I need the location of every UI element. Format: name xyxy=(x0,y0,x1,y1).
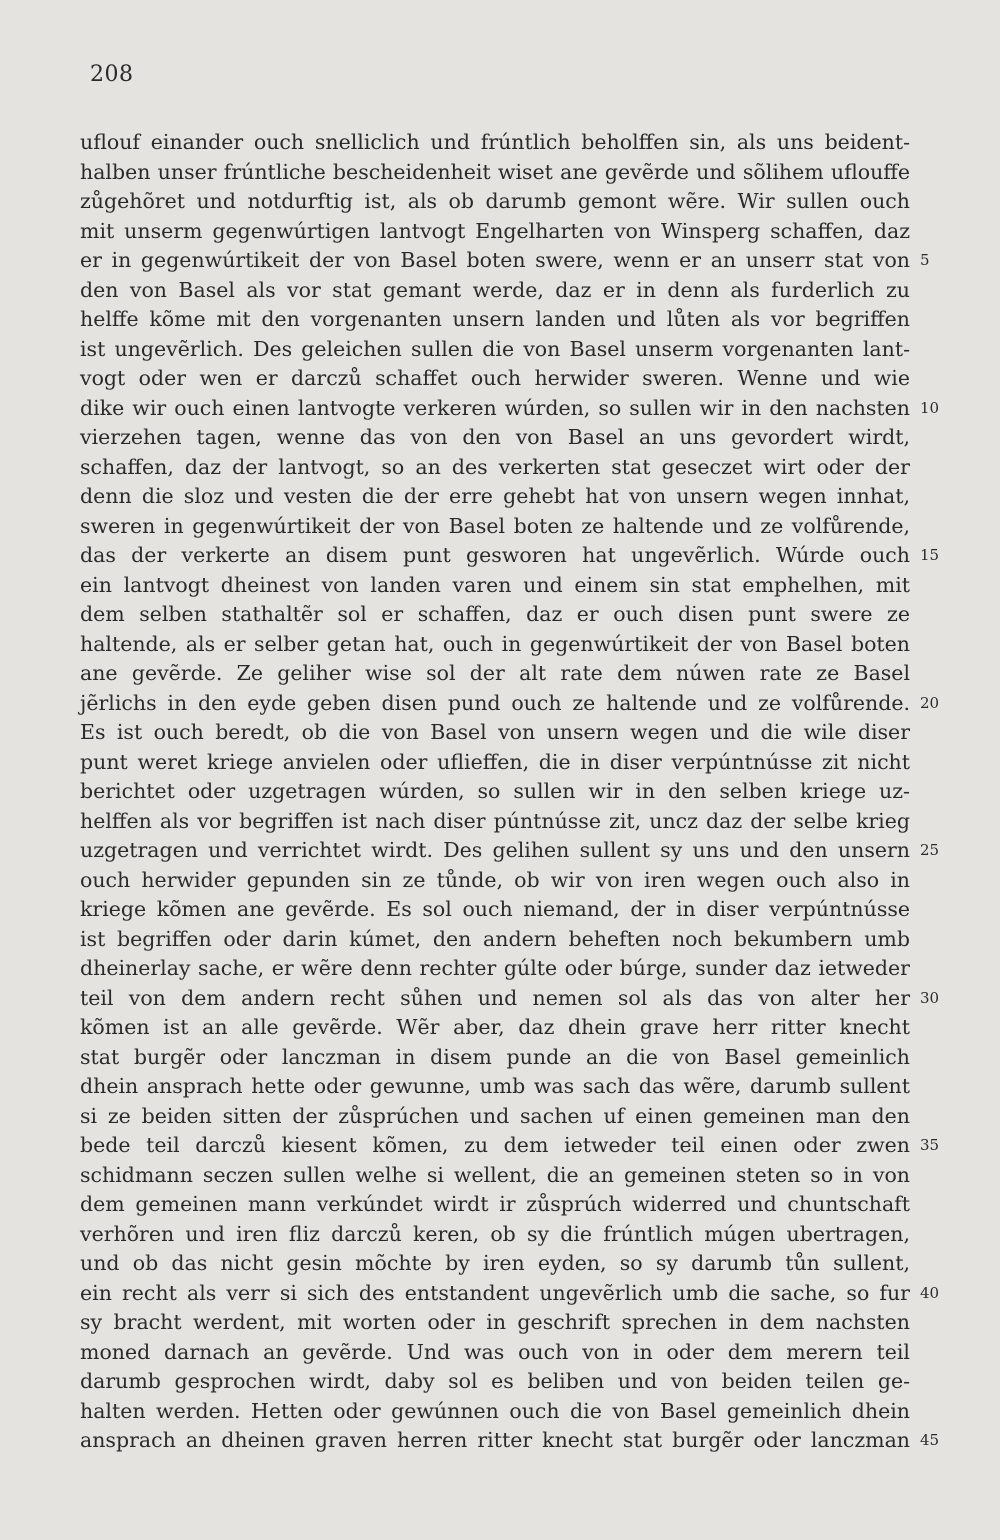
line-text: ein lantvogt dheinest von landen varen und einem sin stat emphelhen, mit xyxy=(80,572,910,597)
text-line xyxy=(80,453,910,483)
text-line xyxy=(80,1102,910,1132)
text-line xyxy=(80,777,910,807)
text-line xyxy=(80,512,910,542)
text-line xyxy=(80,718,910,748)
line-text: dike wir ouch einen lantvogte verkeren wúrden, so sullen wir in den nachsten xyxy=(80,395,910,420)
line-number: 15 xyxy=(920,546,940,564)
line-number: 45 xyxy=(920,1431,940,1449)
line-text: moned darnach an gevẽrde. Und was ouch von in oder dem merern teil xyxy=(80,1339,910,1364)
line-text: ansprach an dheinen graven herren ritter knecht stat burgẽr oder lanczman xyxy=(80,1428,910,1452)
line-text: mit unserm gegenwúrtigen lantvogt Engelharten von Winsperg schaffen, daz xyxy=(80,218,910,243)
text-line xyxy=(80,1072,910,1102)
line-text: ist ungevẽrlich. Des geleichen sullen die von Basel unserm vorgenanten lant- xyxy=(80,336,910,361)
text-line xyxy=(80,1367,910,1397)
line-text: halben unser frúntliche bescheidenheit wiset ane gevẽrde und sõlihem uflouffe xyxy=(80,159,910,184)
line-number: 25 xyxy=(920,841,940,859)
line-text: stat burgẽr oder lanczman in disem punde an die von Basel gemeinlich xyxy=(80,1044,910,1069)
line-text: Es ist ouch beredt, ob die von Basel von unsern wegen und die wile diser xyxy=(80,720,910,744)
text-line xyxy=(80,1131,940,1161)
text-line xyxy=(80,689,940,719)
text-line xyxy=(80,276,910,306)
text-line xyxy=(80,866,910,896)
line-text: ane gevẽrde. Ze geliher wise sol der alt rate dem núwen rate ze Basel xyxy=(80,661,910,685)
line-number: 35 xyxy=(920,1136,940,1154)
text-line xyxy=(80,659,910,689)
text-line xyxy=(80,1308,910,1338)
line-text: verhõren und iren fliz darczů keren, ob sy die frúntlich múgen ubertragen, xyxy=(80,1221,910,1246)
line-text: zůgehõret und notdurftig ist, als ob darumb gemont wẽre. Wir sullen ouch xyxy=(80,189,910,213)
text-line xyxy=(80,217,910,247)
text-line xyxy=(80,541,940,571)
text-line xyxy=(80,895,910,925)
text-line xyxy=(80,630,910,660)
line-text: schidmann seczen sullen welhe si wellent, die an gemeinen steten so in von xyxy=(80,1162,910,1187)
line-text: ouch herwider gepunden sin ze tůnde, ob wir von iren wegen ouch also in xyxy=(80,867,910,892)
text-line xyxy=(80,836,940,866)
line-text: jẽrlichs in den eyde geben disen pund ouch ze haltende und ze volfůrende. xyxy=(80,690,910,715)
line-number: 30 xyxy=(920,988,940,1007)
line-text: si ze beiden sitten der zůsprúchen und sachen uf einen gemeinen man den xyxy=(80,1103,910,1128)
text-line xyxy=(80,423,910,453)
line-text: dem selben stathaltẽr sol er schaffen, daz er ouch disen punt swere ze xyxy=(80,602,910,626)
line-text: uzgetragen und verrichtet wirdt. Des gelihen sullent sy uns und den unsern xyxy=(80,838,910,862)
line-text: ein recht als verr si sich des entstandent ungevẽrlich umb die sache, so fur xyxy=(80,1280,910,1305)
line-text: den von Basel als vor stat gemant werde, daz er in denn als furderlich zu xyxy=(80,277,910,302)
line-text: kõmen ist an alle gevẽrde. Wẽr aber, daz dhein grave herr ritter knecht xyxy=(80,1015,910,1039)
line-text: das der verkerte an disem punt gesworen hat ungevẽrlich. Wúrde ouch xyxy=(80,543,910,567)
text-line xyxy=(80,1220,910,1250)
text-line xyxy=(80,748,910,778)
text-line xyxy=(80,1043,910,1073)
text-line xyxy=(80,305,910,335)
line-number: 20 xyxy=(920,693,940,712)
text-line xyxy=(80,246,930,276)
text-line xyxy=(80,600,910,630)
line-number: 5 xyxy=(920,251,930,269)
line-text: schaffen, daz der lantvogt, so an des verkerten stat geseczet wirt oder der xyxy=(80,454,910,479)
line-text: helffen als vor begriffen ist nach diser púntnússe zit, uncz daz der selbe krieg xyxy=(80,808,910,833)
line-text: punt weret kriege anvielen oder uflieffen, die in diser verpúntnússe zit nicht xyxy=(80,749,910,774)
line-number: 10 xyxy=(920,398,940,417)
text-line xyxy=(80,1426,940,1456)
line-text: helffe kõme mit den vorgenanten unsern landen und lůten als vor begriffen xyxy=(80,307,910,331)
line-text: berichtet oder uzgetragen wúrden, so sullen wir in den selben kriege uz- xyxy=(80,779,910,803)
text-line xyxy=(80,1397,910,1427)
line-text: und ob das nicht gesin mõchte by iren eyden, so sy darumb tůn sullent, xyxy=(80,1251,910,1275)
text-line xyxy=(80,571,910,601)
line-text: darumb gesprochen wirdt, daby sol es beliben und von beiden teilen ge- xyxy=(80,1369,910,1393)
text-line xyxy=(80,364,910,394)
line-text: vierzehen tagen, wenne das von den von Basel an uns gevordert wirdt, xyxy=(80,425,910,449)
text-line xyxy=(80,925,910,955)
line-text: dhein ansprach hette oder gewunne, umb was sach das wẽre, darumb sullent xyxy=(80,1074,910,1098)
line-text: dem gemeinen mann verkúndet wirdt ir zůsprúch widerred und chuntschaft xyxy=(80,1192,910,1216)
text-line xyxy=(80,807,910,837)
line-text: vogt oder wen er darczů schaffet ouch herwider sweren. Wenne und wie xyxy=(80,366,910,390)
text-line xyxy=(80,335,910,365)
text-line xyxy=(80,128,910,158)
text-line xyxy=(80,1190,910,1220)
line-text: denn die sloz und vesten die der erre gehebt hat von unsern wegen innhat, xyxy=(80,484,910,508)
line-text: dheinerlay sache, er wẽre denn rechter gúlte oder búrge, sunder daz ietweder xyxy=(80,956,910,980)
text-line xyxy=(80,158,910,188)
line-text: bede teil darczů kiesent kõmen, zu dem ietweder teil einen oder zwen xyxy=(80,1133,910,1157)
line-text: kriege kõmen ane gevẽrde. Es sol ouch niemand, der in diser verpúntnússe xyxy=(80,897,910,921)
body-text xyxy=(80,128,940,1456)
text-line xyxy=(80,1249,910,1279)
text-line xyxy=(80,1338,910,1368)
line-text: halten werden. Hetten oder gewúnnen ouch die von Basel gemeinlich dhein xyxy=(80,1398,910,1423)
text-line xyxy=(80,984,940,1014)
text-line xyxy=(80,1279,940,1309)
text-line xyxy=(80,394,940,424)
text-line xyxy=(80,1161,910,1191)
line-text: teil von dem andern recht sůhen und nemen sol als das von alter her xyxy=(80,985,910,1010)
text-line xyxy=(80,482,910,512)
line-text: haltende, als er selber getan hat, ouch in gegenwúrtikeit der von Basel boten xyxy=(80,631,910,656)
line-text: ist begriffen oder darin kúmet, den andern beheften noch bekumbern umb xyxy=(80,926,910,951)
line-text: sweren in gegenwúrtikeit der von Basel boten ze haltende und ze volfůrende, xyxy=(80,513,910,538)
line-text: uflouf einander ouch snelliclich und frúntlich beholffen sin, als uns beident- xyxy=(80,130,910,154)
page-number: 208 xyxy=(90,62,134,87)
line-number: 40 xyxy=(920,1283,940,1302)
text-line xyxy=(80,187,910,217)
line-text: er in gegenwúrtikeit der von Basel boten swere, wenn er an unserr stat von xyxy=(80,248,910,272)
line-text: sy bracht werdent, mit worten oder in geschrift sprechen in dem nachsten xyxy=(80,1310,910,1334)
text-line xyxy=(80,1013,910,1043)
text-line xyxy=(80,954,910,984)
